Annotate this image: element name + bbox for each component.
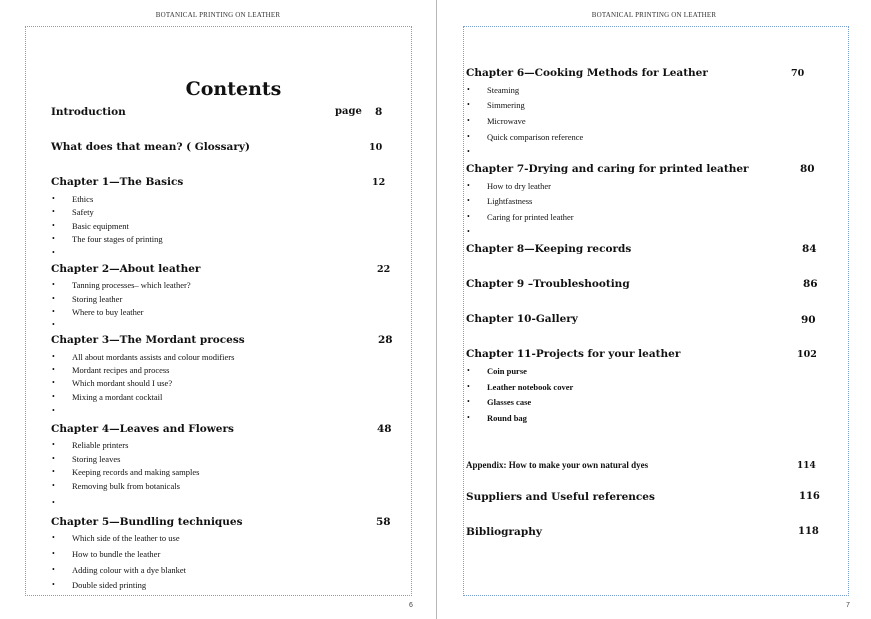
toc-subitem: How to dry leather — [487, 181, 551, 191]
toc-page-appendix: 114 — [797, 461, 816, 471]
bullet: • — [52, 378, 55, 387]
bullet: • — [52, 221, 55, 230]
text-frame — [463, 26, 849, 596]
toc-subitem: Which mordant should I use? — [72, 378, 173, 388]
bullet: • — [467, 147, 470, 156]
toc-subitem: Keeping records and making samples — [72, 467, 200, 477]
toc-entry-suppliers: Suppliers and Useful references — [466, 491, 655, 503]
bullet: • — [52, 352, 55, 361]
toc-entry-chapter-3: Chapter 3—The Mordant process — [51, 334, 245, 346]
toc-entry-chapter-2: Chapter 2—About leather — [51, 263, 201, 275]
toc-page-chapter-3: 28 — [378, 334, 393, 346]
bullet: • — [52, 467, 55, 476]
bullet: • — [467, 366, 470, 375]
bullet: • — [467, 132, 470, 141]
bullet: • — [467, 382, 470, 391]
toc-subitem: Leather notebook cover — [487, 382, 574, 392]
bullet: • — [52, 565, 55, 574]
toc-subitem: Quick comparison reference — [487, 132, 584, 142]
toc-entry-chapter-10: Chapter 10-Gallery — [466, 313, 578, 325]
toc-subitem: The four stages of printing — [72, 234, 163, 244]
bullet: • — [52, 533, 55, 542]
toc-page-chapter-7: 80 — [800, 163, 815, 175]
bullet: • — [52, 248, 55, 257]
bullet: • — [52, 365, 55, 374]
bullet: • — [52, 280, 55, 289]
toc-subitem: Coin purse — [487, 366, 527, 376]
page-number: 6 — [409, 602, 413, 609]
toc-page-chapter-6: 70 — [791, 68, 805, 79]
toc-entry-chapter-4: Chapter 4—Leaves and Flowers — [51, 423, 234, 435]
toc-subitem: Safety — [72, 207, 94, 217]
bullet: • — [52, 207, 55, 216]
toc-entry-chapter-1: Chapter 1—The Basics — [51, 176, 184, 188]
toc-page-chapter-8: 84 — [802, 243, 817, 255]
page-number: 7 — [846, 602, 850, 609]
bullet: • — [52, 549, 55, 558]
toc-subitem: Reliable printers — [72, 440, 129, 450]
bullet: • — [467, 100, 470, 109]
running-header: BOTANICAL PRINTING ON LEATHER — [591, 11, 717, 19]
toc-subitem: Simmering — [487, 100, 525, 110]
bullet: • — [52, 580, 55, 589]
bullet: • — [467, 397, 470, 406]
toc-page-introduction: 8 — [375, 106, 383, 118]
bullet: • — [467, 181, 470, 190]
toc-page-bibliography: 118 — [798, 526, 819, 537]
toc-page-suppliers: 116 — [799, 491, 820, 502]
running-header: BOTANICAL PRINTING ON LEATHER — [155, 11, 281, 19]
bullet: • — [52, 392, 55, 401]
bullet: • — [52, 406, 55, 415]
toc-subitem: Removing bulk from botanicals — [72, 481, 180, 491]
toc-subitem: Storing leaves — [72, 454, 121, 464]
toc-subitem: Mordant recipes and process — [72, 365, 170, 375]
toc-page-chapter-9: 86 — [803, 278, 818, 290]
toc-subitem: Microwave — [487, 116, 526, 126]
toc-subitem: Mixing a mordant cocktail — [72, 392, 163, 402]
bullet: • — [52, 307, 55, 316]
bullet: • — [467, 413, 470, 422]
toc-subitem: Basic equipment — [72, 221, 129, 231]
toc-subitem: Which side of the leather to use — [72, 533, 180, 543]
toc-subitem: All about mordants assists and colour modifiers — [72, 352, 235, 362]
toc-entry-chapter-5: Chapter 5—Bundling techniques — [51, 516, 243, 528]
toc-subitem: Caring for printed leather — [487, 212, 574, 222]
right-page — [437, 0, 871, 619]
toc-subitem: How to bundle the leather — [72, 549, 161, 559]
toc-entry-bibliography: Bibliography — [466, 526, 542, 538]
toc-subitem: Lightfastness — [487, 196, 533, 206]
toc-subitem: Adding colour with a dye blanket — [72, 565, 187, 575]
bullet: • — [467, 227, 470, 236]
bullet: • — [52, 194, 55, 203]
toc-subitem: Steaming — [487, 85, 520, 95]
bullet: • — [52, 454, 55, 463]
contents-title: Contents — [185, 78, 282, 100]
bullet: • — [52, 234, 55, 243]
toc-page-chapter-10: 90 — [801, 314, 816, 326]
toc-entry-chapter-9: Chapter 9 –Troubleshooting — [466, 278, 630, 290]
toc-entry-appendix: Appendix: How to make your own natural dyes — [466, 460, 649, 470]
toc-entry-chapter-6: Chapter 6—Cooking Methods for Leather — [466, 67, 708, 79]
toc-page-chapter-1: 12 — [372, 177, 386, 188]
bullet: • — [467, 116, 470, 125]
toc-page-label: page — [335, 106, 362, 117]
toc-entry-introduction: Introduction — [51, 106, 126, 118]
toc-page-chapter-11: 102 — [797, 349, 817, 360]
bullet: • — [467, 212, 470, 221]
toc-subitem: Where to buy leather — [72, 307, 144, 317]
toc-page-chapter-2: 22 — [377, 264, 391, 275]
toc-page-chapter-5: 58 — [376, 516, 391, 528]
bullet: • — [52, 440, 55, 449]
bullet: • — [52, 294, 55, 303]
toc-page-glossary: 10 — [369, 142, 383, 153]
toc-subitem: Double sided printing — [72, 580, 147, 590]
toc-subitem: Ethics — [72, 194, 94, 204]
toc-page-chapter-4: 48 — [377, 423, 392, 435]
toc-subitem: Glasses case — [487, 397, 532, 407]
bullet: • — [467, 85, 470, 94]
bullet: • — [52, 320, 55, 329]
toc-entry-chapter-8: Chapter 8—Keeping records — [466, 243, 632, 255]
bullet: • — [52, 498, 55, 507]
bullet: • — [467, 196, 470, 205]
toc-entry-chapter-7: Chapter 7-Drying and caring for printed leather — [466, 163, 749, 175]
toc-entry-chapter-11: Chapter 11-Projects for your leather — [466, 348, 681, 360]
toc-entry-glossary: What does that mean? ( Glossary) — [51, 141, 250, 153]
toc-subitem: Tanning processes– which leather? — [72, 280, 191, 290]
bullet: • — [52, 481, 55, 490]
toc-subitem: Round bag — [487, 413, 527, 423]
toc-subitem: Storing leather — [72, 294, 123, 304]
